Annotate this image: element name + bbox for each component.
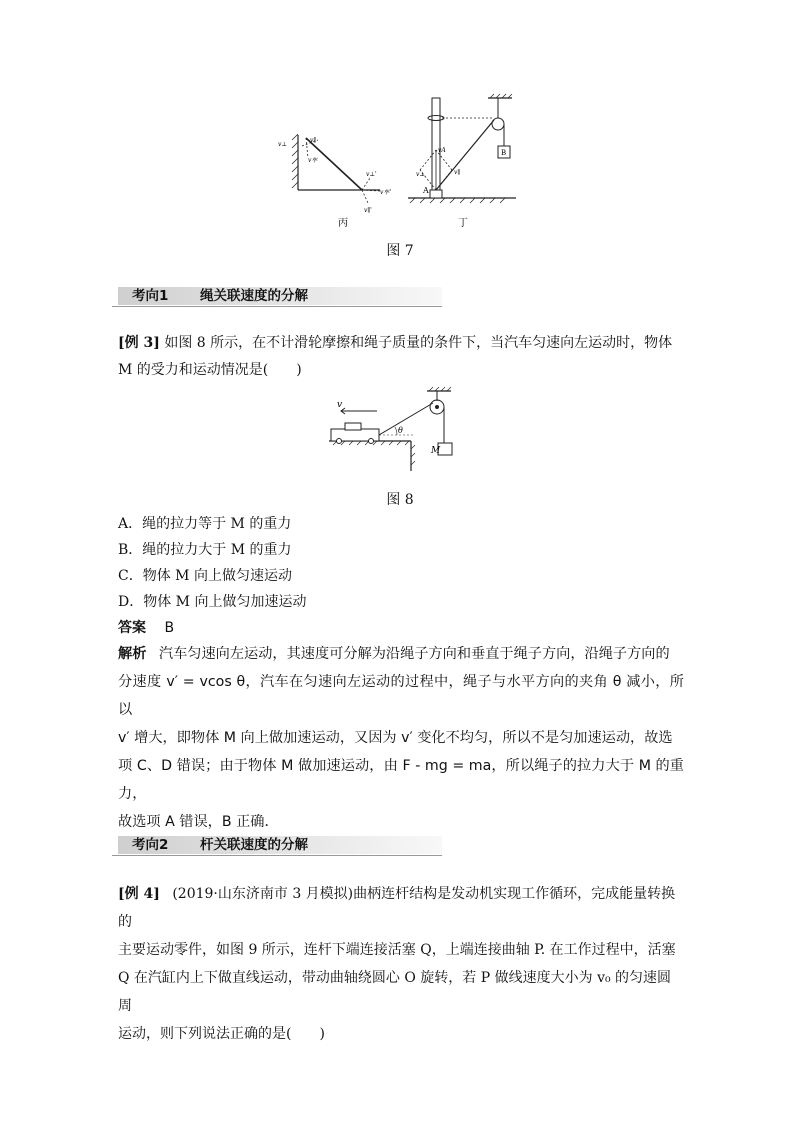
answer-label: 答案: [118, 620, 146, 636]
option-c: C．物体 M 向上做匀速运动: [118, 568, 292, 584]
block-b-label: B: [501, 149, 507, 157]
analysis-line-5: 故选项 A 错误，B 正确．: [118, 814, 279, 830]
answer-line: [118, 618, 174, 638]
example-3-label: [例 3]: [118, 335, 160, 351]
section-title: 杆关联速度的分解: [200, 837, 308, 853]
v-par2-label: v∥': [364, 207, 372, 214]
analysis-block: [118, 640, 684, 836]
figure-8-diagram: [325, 385, 475, 475]
analysis-label: 解析: [118, 646, 147, 662]
option-a: A．绳的拉力等于 M 的重力: [118, 516, 292, 532]
section-underline: [112, 306, 442, 307]
mass-label: M: [431, 446, 441, 456]
v-perp-label: v⊥: [278, 141, 288, 148]
option-d: D．物体 M 向上做匀加速运动: [118, 594, 307, 610]
section-heading-1: [118, 287, 442, 305]
section-heading-2: [118, 836, 442, 854]
point-a-label: A: [423, 186, 429, 195]
theta-label: θ: [398, 426, 403, 435]
figure-7-diagram: [270, 90, 530, 230]
figure-7-caption: 图 7: [386, 243, 414, 259]
figure-8-caption: 图 8: [386, 492, 414, 508]
analysis-line-1: [118, 640, 684, 668]
analysis-line-2: 分速度 v′ = vcos θ，汽车在匀速向左运动的过程中，绳子与水平方向的夹角 θ 减小，所以: [118, 674, 684, 718]
v-par-ding-label: v∥: [454, 169, 461, 176]
example-4-question: [118, 880, 684, 1048]
answer-value: B: [164, 620, 175, 636]
example-4-label: [例 4]: [118, 886, 160, 902]
example-3-text-2: M 的受力和运动情况是( ): [118, 362, 302, 378]
figure-7-bing: [292, 134, 380, 203]
v-perp-ding-label: v⊥: [416, 171, 426, 178]
example-4-text-1: (2019·山东济南市 3 月模拟)曲柄连杆结构是发动机实现工作循环，完成能量转换的: [118, 886, 676, 930]
v-a-label: vA: [438, 147, 446, 154]
example-4-line-4: 运动，则下列说法正确的是( ): [118, 1026, 325, 1042]
v-par-label: v∥: [310, 137, 317, 144]
analysis-line-4: 项 C、D 错误；由于物体 M 做加速运动，由 F - mg = ma，所以绳子的拉力大于 M 的重力，: [118, 758, 684, 802]
v-car-label: v车: [308, 157, 318, 164]
velocity-label: v: [337, 400, 343, 410]
section-tag: 考向2: [132, 837, 169, 853]
example-4-line-1: [118, 880, 684, 936]
figure-7-ding-caption: 丁: [458, 218, 468, 229]
figure-7-bing-caption: 丙: [338, 218, 348, 229]
example-4-line-2: 主要运动零件，如图 9 所示，连杆下端连接活塞 Q，上端连接曲轴 P. 在工作过程中，活塞: [118, 942, 676, 958]
example-3-question: [118, 330, 684, 384]
analysis-text-1: 汽车匀速向左运动，其速度可分解为沿绳子方向和垂直于绳子方向，沿绳子方向的: [158, 646, 670, 662]
v-car2-label: v车': [380, 189, 392, 196]
section-title: 绳关联速度的分解: [200, 288, 308, 304]
example-4-line-3: Q 在汽缸内上下做直线运动，带动曲轴绕圆心 O 旋转，若 P 做线速度大小为 v₀ 的匀速圆周: [118, 970, 672, 1014]
v-perp2-label: v⊥': [366, 171, 377, 178]
analysis-line-3: v′ 增大，即物体 M 向上做加速运动，又因为 v′ 变化不均匀，所以不是匀加速运动，故选: [118, 730, 673, 746]
section-tag: 考向1: [132, 288, 169, 304]
example-3-text-1: 如图 8 所示，在不计滑轮摩擦和绳子质量的条件下，当汽车匀速向左运动时，物体: [164, 335, 673, 351]
option-b: B．绳的拉力大于 M 的重力: [118, 542, 292, 558]
section-underline: [112, 855, 442, 856]
example-3-line-1: [118, 330, 684, 357]
